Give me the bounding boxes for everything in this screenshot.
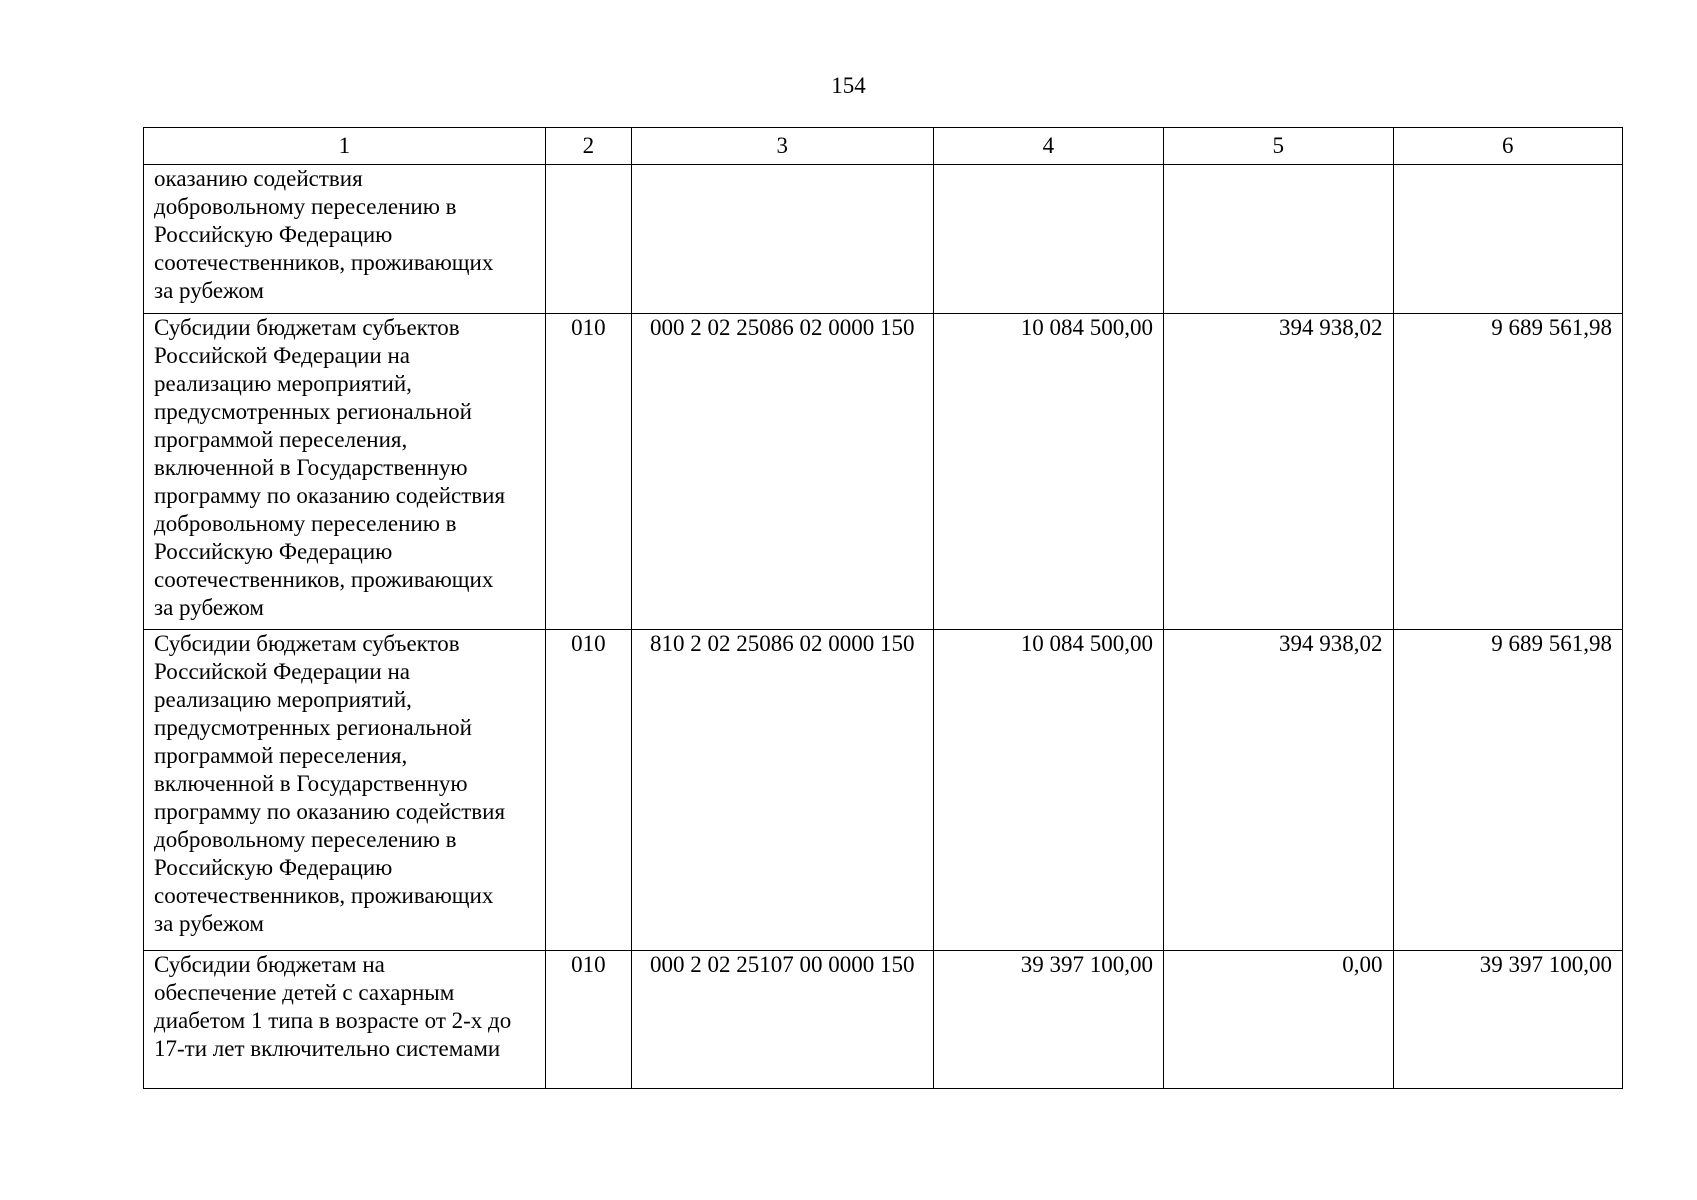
row-executed-cell: 394 938,02 xyxy=(1164,314,1393,630)
column-header-2: 2 xyxy=(545,128,631,165)
row-name-line: включенной в Государственную xyxy=(154,771,468,796)
row-name-line: программу по оказанию содействия xyxy=(154,483,506,508)
row-name-line: добровольному переселению в xyxy=(154,194,457,219)
row-name-line: программу по оказанию содействия xyxy=(154,799,506,824)
row-name-line: обеспечение детей с сахарным xyxy=(154,980,455,1005)
row-name-line: Российскую Федерацию xyxy=(154,855,393,880)
column-header-3: 3 xyxy=(631,128,933,165)
row-name-line: программой переселения, xyxy=(154,743,408,768)
row-approved-cell xyxy=(933,165,1163,314)
row-name-line: Субсидии бюджетам субъектов xyxy=(154,631,460,656)
row-name-line: Российскую Федерацию xyxy=(154,222,393,247)
table-row xyxy=(144,165,1623,314)
row-name-cell xyxy=(144,314,546,630)
row-name-line: за рубежом xyxy=(154,278,264,303)
page-number: 154 xyxy=(831,73,866,98)
header-row xyxy=(144,128,1623,165)
row-name-cell xyxy=(144,165,546,314)
row-name-line: Российской Федерации на xyxy=(154,343,410,368)
row-name-line: реализацию мероприятий, xyxy=(154,687,412,712)
row-code-cell: 010 xyxy=(545,630,631,951)
row-name-line: соотечественников, проживающих xyxy=(154,883,494,908)
row-executed-cell xyxy=(1164,165,1393,314)
row-kbk-cell: 000 2 02 25107 00 0000 150 xyxy=(631,951,933,1089)
row-name-line: за рубежом xyxy=(154,595,264,620)
row-name-line: Российской Федерации на xyxy=(154,659,410,684)
row-name-line: Субсидии бюджетам на xyxy=(154,952,385,977)
row-name-line: Субсидии бюджетам субъектов xyxy=(154,315,460,340)
row-name-line: соотечественников, проживающих xyxy=(154,250,494,275)
row-code-cell: 010 xyxy=(545,314,631,630)
row-approved-cell: 10 084 500,00 xyxy=(933,630,1163,951)
row-name-line: программой переселения, xyxy=(154,427,408,452)
row-name-line: добровольному переселению в xyxy=(154,511,457,536)
row-name-line: соотечественников, проживающих xyxy=(154,567,494,592)
column-header-4: 4 xyxy=(933,128,1163,165)
row-name-line: оказанию содействия xyxy=(154,166,363,191)
column-header-1: 1 xyxy=(144,128,546,165)
table-row xyxy=(144,951,1623,1089)
row-code-cell: 010 xyxy=(545,951,631,1089)
row-approved-cell: 10 084 500,00 xyxy=(933,314,1163,630)
row-executed-cell: 394 938,02 xyxy=(1164,630,1393,951)
row-remaining-cell xyxy=(1393,165,1623,314)
row-remaining-cell: 9 689 561,98 xyxy=(1393,314,1623,630)
row-name-line: Российскую Федерацию xyxy=(154,539,393,564)
column-header-6: 6 xyxy=(1393,128,1623,165)
row-name-cell xyxy=(144,630,546,951)
row-name-line: включенной в Государственную xyxy=(154,455,468,480)
row-name-line: добровольному переселению в xyxy=(154,827,457,852)
column-header-5: 5 xyxy=(1164,128,1393,165)
row-kbk-cell xyxy=(631,165,933,314)
row-name-cell xyxy=(144,951,546,1089)
row-kbk-cell: 000 2 02 25086 02 0000 150 xyxy=(631,314,933,630)
row-name-line: 17-ти лет включительно системами xyxy=(154,1036,501,1061)
row-name-line: предусмотренных региональной xyxy=(154,399,472,424)
row-name-line: предусмотренных региональной xyxy=(154,715,472,740)
row-remaining-cell: 9 689 561,98 xyxy=(1393,630,1623,951)
row-name-line: реализацию мероприятий, xyxy=(154,371,412,396)
row-executed-cell: 0,00 xyxy=(1164,951,1393,1089)
row-approved-cell: 39 397 100,00 xyxy=(933,951,1163,1089)
budget-table xyxy=(143,127,1623,1089)
row-name-line: диабетом 1 типа в возрасте от 2-х до xyxy=(154,1008,512,1033)
row-kbk-cell: 810 2 02 25086 02 0000 150 xyxy=(631,630,933,951)
row-name-line: за рубежом xyxy=(154,911,264,936)
table-row xyxy=(144,630,1623,951)
row-code-cell xyxy=(545,165,631,314)
row-remaining-cell: 39 397 100,00 xyxy=(1393,951,1623,1089)
table-row xyxy=(144,314,1623,630)
